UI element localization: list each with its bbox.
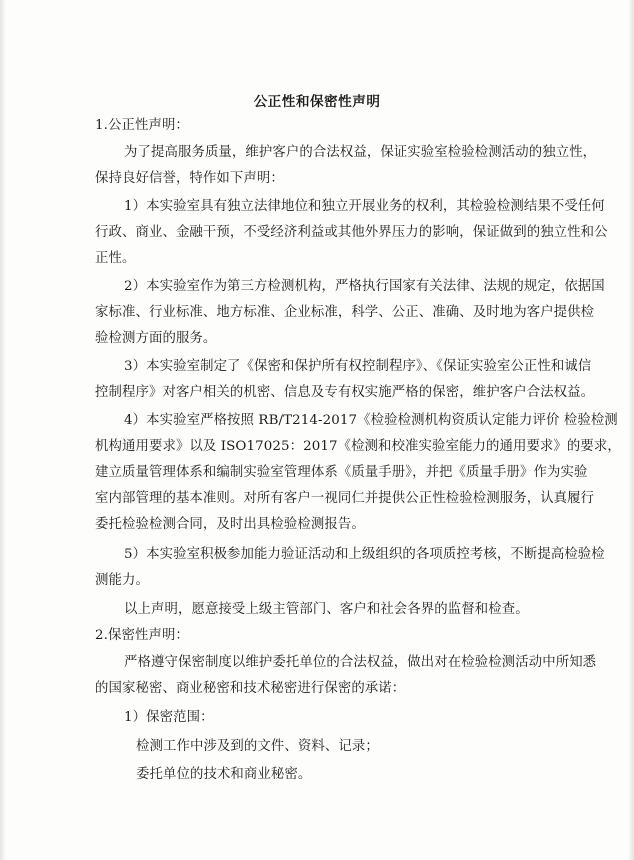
paragraph-line: 2）本实验室作为第三方检测机构，严格执行国家有关法律、法规的规定，依据国 — [124, 279, 605, 294]
paragraph-line: 家标准、行业标准、地方标准、企业标准，科学、公正、准确、及时地为客户提供检 — [95, 305, 595, 320]
paragraph-line: 行政、商业、金融干预，不受经济利益或其他外界压力的影响，保证做到的独立性和公 — [95, 225, 608, 240]
paragraph-line: 以上声明，愿意接受上级主管部门、客户和社会各界的监督和检查。 — [124, 602, 529, 617]
paragraph-line: 的国家秘密、商业秘密和技术秘密进行保密的承诺： — [95, 681, 406, 696]
scan-shadow-right — [628, 0, 634, 860]
document-title: 公正性和保密性声明 — [253, 94, 381, 110]
paragraph-line: 1）本实验室具有独立法律地位和独立开展业务的权利，其检验检测结果不受任何 — [124, 199, 605, 214]
paragraph-line: 室内部管理的基本准则。对所有客户一视同仁并提供公正性检验检测服务，认真履行 — [95, 491, 595, 506]
paragraph-line: 为了提高服务质量，维护客户的合法权益，保证实验室检验检测活动的独立性， — [124, 145, 597, 160]
paragraph-line: 委托检验检测合同，及时出具检验检测报告。 — [95, 517, 365, 532]
paragraph-line: 建立质量管理体系和编制实验室管理体系《质量手册》，并把《质量手册》作为实验 — [95, 465, 588, 480]
scan-shadow-left — [0, 0, 6, 860]
paragraph-line: 正性。 — [95, 251, 136, 266]
paragraph-line: 5）本实验室积极参加能力验证活动和上级组织的各项质控考核，不断提高检验检 — [124, 547, 605, 562]
paragraph-line: 保持良好信誉，特作如下声明： — [95, 171, 284, 186]
paragraph-line: 严格遵守保密制度以维护委托单位的合法权益，做出对在检验检测活动中所知悉 — [124, 655, 597, 670]
paragraph-line: 3）本实验室制定了《保密和保护所有权控制程序》、《保证实验室公正性和诚信 — [124, 359, 592, 374]
paragraph-line: 1）保密范围： — [124, 710, 214, 725]
paragraph-line: 4）本实验室严格按照 RB/T214-2017《检验检测机构资质认定能力评价 检验检测 — [124, 413, 618, 428]
paragraph-line: 测能力。 — [95, 573, 149, 588]
paragraph-line: 验检测方面的服务。 — [95, 331, 217, 346]
paragraph-line: 控制程序》对客户相关的机密、信息及专有权实施严格的保密，维护客户合法权益。 — [95, 385, 595, 400]
paragraph-line: 机构通用要求》以及 ISO17025：2017《检测和校准实验室能力的通用要求》的要求， — [95, 439, 621, 454]
list-item: 检测工作中涉及到的文件、资料、记录； — [136, 739, 379, 754]
list-item: 委托单位的技术和商业秘密。 — [136, 767, 312, 782]
section-heading-impartiality: 1.公正性声明： — [95, 118, 189, 133]
section-heading-confidentiality: 2.保密性声明： — [95, 628, 189, 643]
